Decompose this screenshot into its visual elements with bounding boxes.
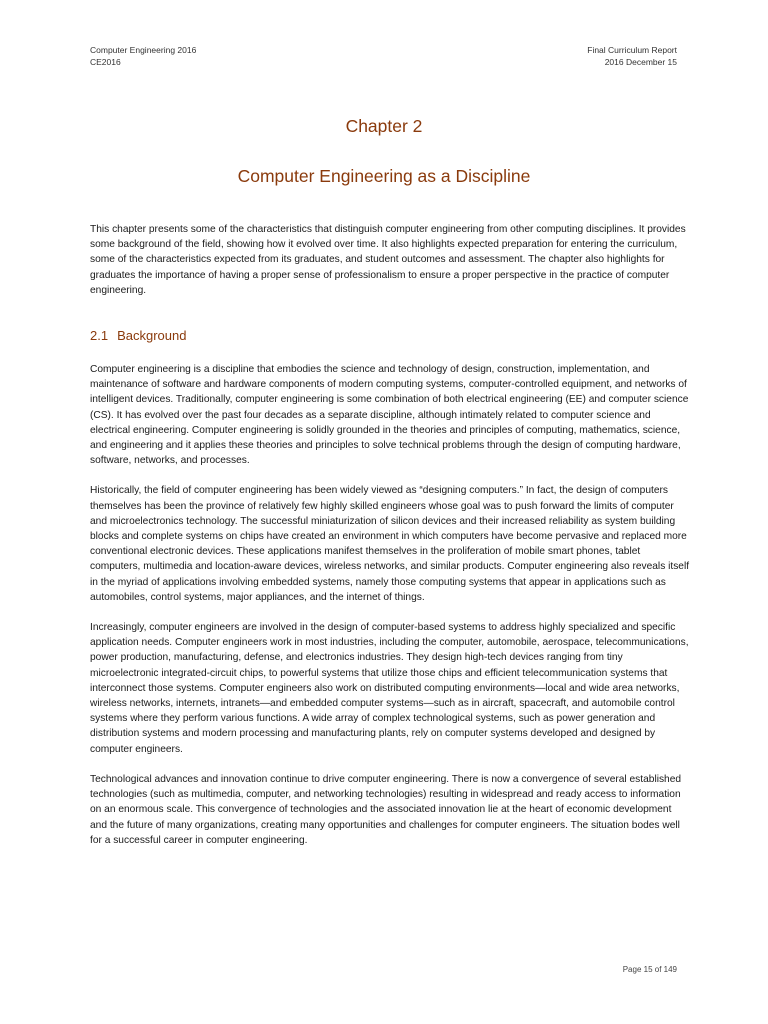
body-paragraph: Technological advances and innovation continue to drive computer engineering. There is now a convergence of several established technologies (such as multimedia, computer, and networking technologies) resulting in widespread and ready access to information on an enormous scale. This convergence of technologies and the associated innovation lie at the heart of economic development and the future of many organizations, creating many opportunities and challenges for computer engineers. The situation bodes well for a successful career in computer engineering. (90, 773, 682, 846)
body-paragraph: Increasingly, computer engineers are involved in the design of computer-based systems to address highly specialized and specific application needs. Computer engineers work in most industries, including the computer, automobile, aerospace, telecommunications, power production, manufacturing, defense, and electronics industries. They design high-tech devices ranging from tiny microelectronic integrated-circuit chips, to powerful systems that utilize those chips and efficient telecommunication systems that interconnect those systems. Computer engineers also work on distributed computing environments—local and wide area networks, wireless networks, internets, intranets—and embedded computer systems—such as in aircraft, spacecraft, and automobile control systems where they perform various functions. A wide array of complex technological systems, such as power generation and distribution systems and modern processing and manufacturing plants, rely on computer systems developed and designed by computer engineers. (90, 622, 689, 755)
body-paragraph: Computer engineering is a discipline that embodies the science and technology of design, construction, implementation, and maintenance of software and hardware components of modern computing systems, computer-controlled equipment, and networks of intelligent devices. Traditionally, computer engineering is some combination of both electrical engineering (EE) and computer science (CS). It has evolved over the past four decades as a separate discipline, although intimately related to computer science and electrical engineering. Computer engineering is solidly grounded in the theories and principles of computing, mathematics, science, and engineering and it applies these theories and principles to solve technical problems through the design of computing hardware, software, networks, and processes. (90, 364, 689, 467)
chapter-intro-paragraph: This chapter presents some of the characteristics that distinguish computer engineering from other computing disciplines. It provides some background of the field, showing how it evolved over time. It also highlights expected preparation for entering the curriculum, some of the characteristics expected from its graduates, and student outcomes and assessment. The chapter also highlights for graduates the importance of having a proper sense of professionalism to ensure a proper perspective in the practice of computer engineering. (90, 224, 686, 296)
header-report-date: 2016 December 15 (604, 57, 677, 67)
section-number: 2.1 (90, 328, 109, 344)
chapter-body (90, 222, 690, 863)
header-document-code: CE2016 (90, 57, 121, 67)
running-header-right (587, 44, 677, 68)
section-title: Background (117, 328, 187, 344)
running-header-left (90, 44, 196, 68)
header-report-name: Final Curriculum Report (587, 45, 677, 55)
chapter-title: Computer Engineering as a Discipline (237, 166, 531, 186)
chapter-number: Chapter 2 (345, 116, 423, 136)
page-number: Page 15 of 149 (622, 965, 677, 974)
section-heading (90, 327, 690, 345)
body-paragraph: Historically, the field of computer engineering has been widely viewed as “designing computers.” In fact, the design of computers themselves has been the province of relatively few highly skilled engineers whose goal was to push forward the limits of computer and microelectronics technology. The successful miniaturization of silicon devices and their increased reliability as system building blocks and complete systems on chips have created an environment in which computers have become pervasive and replaced more conventional electronic devices. These applications manifest themselves in the proliferation of mobile smart phones, tablet computers, multimedia and location-aware devices, wireless networks, and similar products. Computer engineering also reveals itself in the myriad of applications involving embedded systems, namely those computing systems that appear in applications such as automobiles, control systems, major appliances, and the internet of things. (90, 485, 690, 603)
header-document-title: Computer Engineering 2016 (90, 45, 197, 55)
